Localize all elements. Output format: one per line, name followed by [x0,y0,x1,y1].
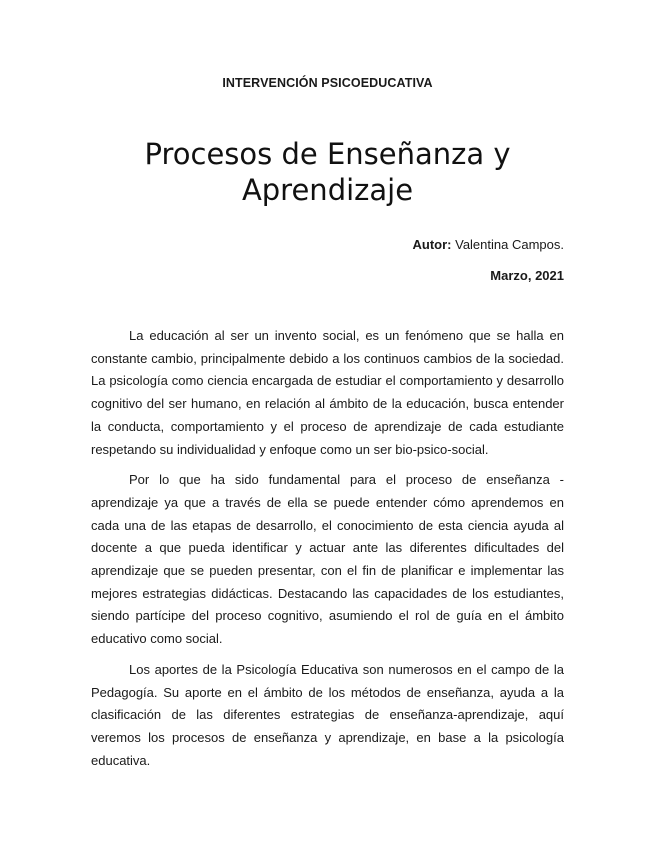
title-line-1: Procesos de Enseñanza y [144,137,511,171]
author-name: Valentina Campos. [451,237,564,252]
paragraph-2: Por lo que ha sido fundamental para el proceso de enseñanza - aprendizaje ya que a través de ella se puede entender cómo aprendemos en cada una de las etapas de desarrollo, el conocimiento de esta ciencia ayuda al docente a que pueda identificar y actuar ante las diferentes dificultades del aprendizaje que se pueden presentar, con el fin de planificar e implementar las mejores estrategias didácticas. Destacando las capacidades de los estudiantes, siendo partícipe del proceso cognitivo, asumiendo el rol de guía en el ámbito educativo como social. [91,472,564,647]
author-line [413,237,565,252]
document-date: Marzo, 2021 [490,268,564,283]
document-heading: INTERVENCIÓN PSICOEDUCATIVA [222,76,433,90]
document-title [0,136,655,208]
paragraph-3: Los aportes de la Psicología Educativa son numerosos en el campo de la Pedagogía. Su aporte en el ámbito de los métodos de enseñanza, ayuda a la clasificación de las diferentes estrategias de enseñanza-aprendizaje, aquí veremos los procesos de enseñanza y aprendizaje, en base a la psicología educativa. [91,661,564,768]
title-line-2: Aprendizaje [241,173,414,207]
document-body [91,325,564,780]
author-label: Autor: [412,237,452,252]
paragraph-1: La educación al ser un invento social, es un fenómeno que se halla en constante cambio, principalmente debido a los continuos cambios de la sociedad. La psicología como ciencia encargada de estudiar el comportamiento y desarrollo cognitivo del ser humano, en relación al ámbito de la educación, busca entender la conducta, comportamiento y el proceso de aprendizaje de cada estudiante respetando su individualidad y enfoque como un ser bio-psico-social. [91,328,564,457]
